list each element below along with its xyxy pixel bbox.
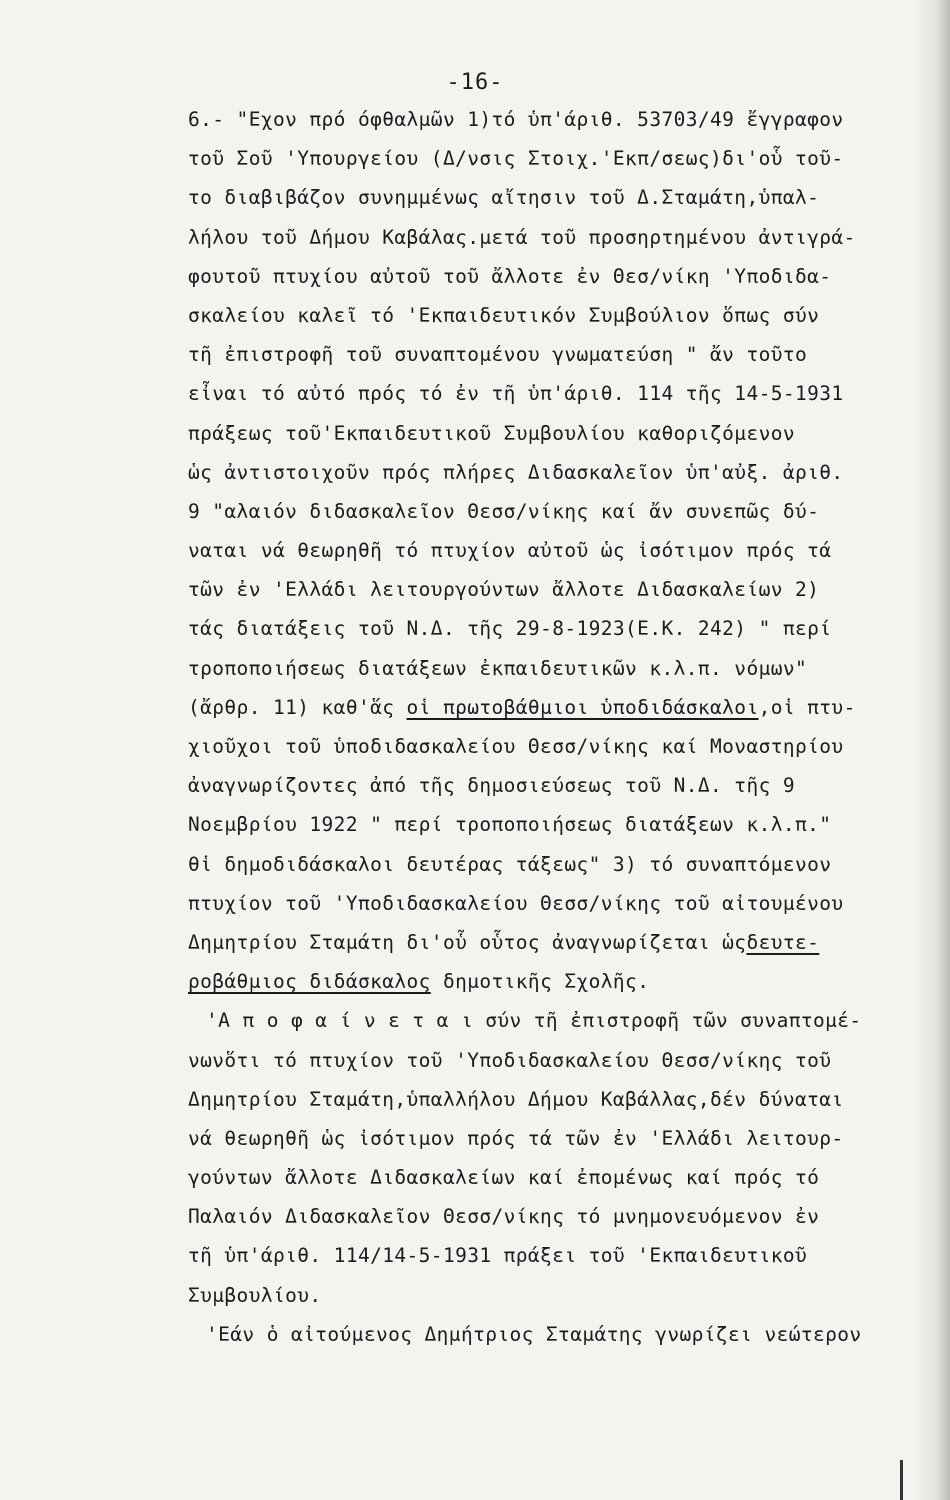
- text-run: (ἄρθρ. 11) καθ'ἅς: [188, 695, 407, 719]
- text-line: [188, 257, 928, 296]
- text-run: τοῦ Σοῦ 'Υπουργείου (Δ/νσις Στοιχ.'Εκπ/σεως)δι'οὗ τοῦ-: [188, 147, 844, 171]
- text-line: [188, 100, 928, 139]
- text-line: [188, 649, 928, 688]
- text-run: Νοεμβρίου 1922 " περί τροποποιήσεως διατάξεων κ.λ.π.": [188, 813, 832, 837]
- text-run: πτυχίον τοῦ 'Υποδιδασκαλείου Θεσσ/νίκης τοῦ αἰτουμένου: [188, 891, 844, 915]
- text-line: [188, 335, 928, 374]
- text-run: ,οἱ πτυ-: [758, 695, 856, 719]
- text-run: πράξεως τοῦ'Εκπαιδευτικοῦ Συμβουλίου καθοριζόμενον: [188, 421, 795, 445]
- text-run: το διαβιβάζον συνημμένως αἴτησιν τοῦ Δ.Σταμάτη,ὑπαλ-: [188, 186, 820, 210]
- underlined-text: οἱ πρωτοβάθμιοι ὑποδιδάσκαλοι: [406, 695, 759, 719]
- document-body: [188, 100, 928, 1354]
- text-run: νωνὅτι τό πτυχίον τοῦ 'Υποδιδασκαλείου Θεσσ/νίκης τοῦ: [188, 1048, 832, 1072]
- text-run: ὡς ἀντιστοιχοῦν πρός πλήρες Διδασκαλεῖον ὑπ'αὐξ. ἀριθ.: [188, 460, 844, 484]
- text-run: Παλαιόν Διδασκαλεῖον Θεσσ/νίκης τό μνημονευόμενον ἐν: [188, 1205, 820, 1229]
- text-line: [188, 727, 928, 766]
- text-line: [188, 453, 928, 492]
- page-edge-shadow: [936, 0, 950, 1500]
- text-run: τάς διατάξεις τοῦ Ν.Δ. τῆς 29-8-1923(Ε.Κ. 242) " περί: [188, 617, 832, 641]
- text-line: [188, 1276, 928, 1315]
- text-line: [188, 139, 928, 178]
- text-run: λήλου τοῦ Δήμου Καβάλας.μετά τοῦ προσηρτημένου ἀντιγρά-: [188, 225, 856, 249]
- text-run: νά θεωρηθῆ ὡς ἰσότιμον πρός τά τῶν ἐν 'Ελλάδι λειτουρ-: [188, 1126, 844, 1150]
- text-line: [188, 1197, 928, 1236]
- text-line: [188, 1119, 928, 1158]
- text-run: τῆ ὑπ'άριθ. 114/14-5-1931 πράξει τοῦ 'Εκπαιδευτικοῦ: [188, 1244, 808, 1268]
- text-run: Δημητρίου Σταμάτη δι'οὗ οὗτος ἀναγνωρίζεται ὡς: [188, 930, 747, 954]
- text-run: τῶν ἐν 'Ελλάδι λειτουργούντων ἄλλοτε Διδασκαλείων 2): [188, 578, 820, 602]
- text-run: δημοτικῆς Σχολῆς.: [430, 970, 650, 994]
- text-line: [188, 766, 928, 805]
- text-run: σκαλείου καλεῖ τό 'Εκπαιδευτικόν Συμβούλιον ὅπως σύν: [188, 303, 820, 327]
- text-line: [188, 218, 928, 257]
- text-run: τῆ ἐπιστροφῆ τοῦ συναπτομένου γνωματεύση " ἄν τοῦτο: [188, 343, 808, 367]
- text-run: 'Εάν ὁ αἰτούμενος Δημήτριος Σταμάτης γνωρίζει νεώτερον: [206, 1322, 862, 1346]
- text-line: [188, 923, 928, 962]
- text-run: τροποποιήσεως διατάξεων ἐκπαιδευτικῶν κ.λ.π. νόμων": [188, 656, 808, 680]
- text-line: [188, 374, 928, 413]
- text-run: θἱ δημοδιδάσκαλοι δευτέρας τάξεως" 3) τό συναπτόμενον: [188, 852, 832, 876]
- text-run: γούντων ἄλλοτε Διδασκαλείων καί ἐπομένως καί πρός τό: [188, 1166, 820, 1190]
- text-line: [188, 531, 928, 570]
- text-line: [188, 414, 928, 453]
- underlined-text: δευτε-: [746, 930, 820, 954]
- text-line: [188, 845, 928, 884]
- text-line: [188, 962, 928, 1001]
- text-run: εἶναι τό αὐτό πρός τό ἐν τῆ ὑπ'άριθ. 114 τῆς 14-5-1931: [188, 382, 844, 406]
- text-run: 'Α π ο φ α ί ν ε τ α ι σύν τῆ ἐπιστροφῆ τῶν συνaπτομέ-: [206, 1009, 862, 1033]
- text-line: [188, 492, 928, 531]
- text-run: ναται νά θεωρηθῆ τό πτυχίον αὐτοῦ ὡς ἰσότιμον πρός τά: [188, 539, 832, 563]
- text-line: [188, 570, 928, 609]
- text-line: [188, 178, 928, 217]
- text-line: [188, 1001, 928, 1040]
- text-line: [188, 805, 928, 844]
- text-run: 6.- "Εχον πρό όφθαλμῶν 1)τό ὑπ'άριθ. 53703/49 ἔγγραφον: [188, 108, 844, 131]
- text-line: [188, 296, 928, 335]
- text-run: ἀναγνωρίζοντες ἀπό τῆς δημοσιεύσεως τοῦ Ν.Δ. τῆς 9: [188, 774, 795, 798]
- margin-mark: [900, 1460, 903, 1500]
- text-line: [188, 1315, 928, 1354]
- text-run: Δημητρίου Σταμάτη,ὑπαλλήλου Δήμου Καβάλλας,δέν δύναται: [188, 1087, 844, 1111]
- text-line: [188, 688, 928, 727]
- page-number: -16-: [446, 70, 504, 95]
- text-run: φουτοῦ πτυχίου αὐτοῦ τοῦ ἄλλοτε ἐν Θεσ/νίκη 'Υποδιδα-: [188, 264, 832, 288]
- underlined-text: ροβάθμιος διδάσκαλος: [188, 970, 431, 994]
- text-run: χιοῦχοι τοῦ ὑποδιδασκαλείου Θεσσ/νίκης καί Μοναστηρίου: [188, 735, 844, 758]
- text-line: [188, 609, 928, 648]
- text-line: [188, 1158, 928, 1197]
- text-run: Συμβουλίου.: [188, 1283, 322, 1307]
- text-line: [188, 884, 928, 923]
- text-line: [188, 1041, 928, 1080]
- text-run: 9 "αλαιόν διδασκαλεῖον Θεσσ/νίκης καί ἄν συνεπῶς δύ-: [188, 499, 820, 523]
- text-line: [188, 1236, 928, 1275]
- text-line: [188, 1080, 928, 1119]
